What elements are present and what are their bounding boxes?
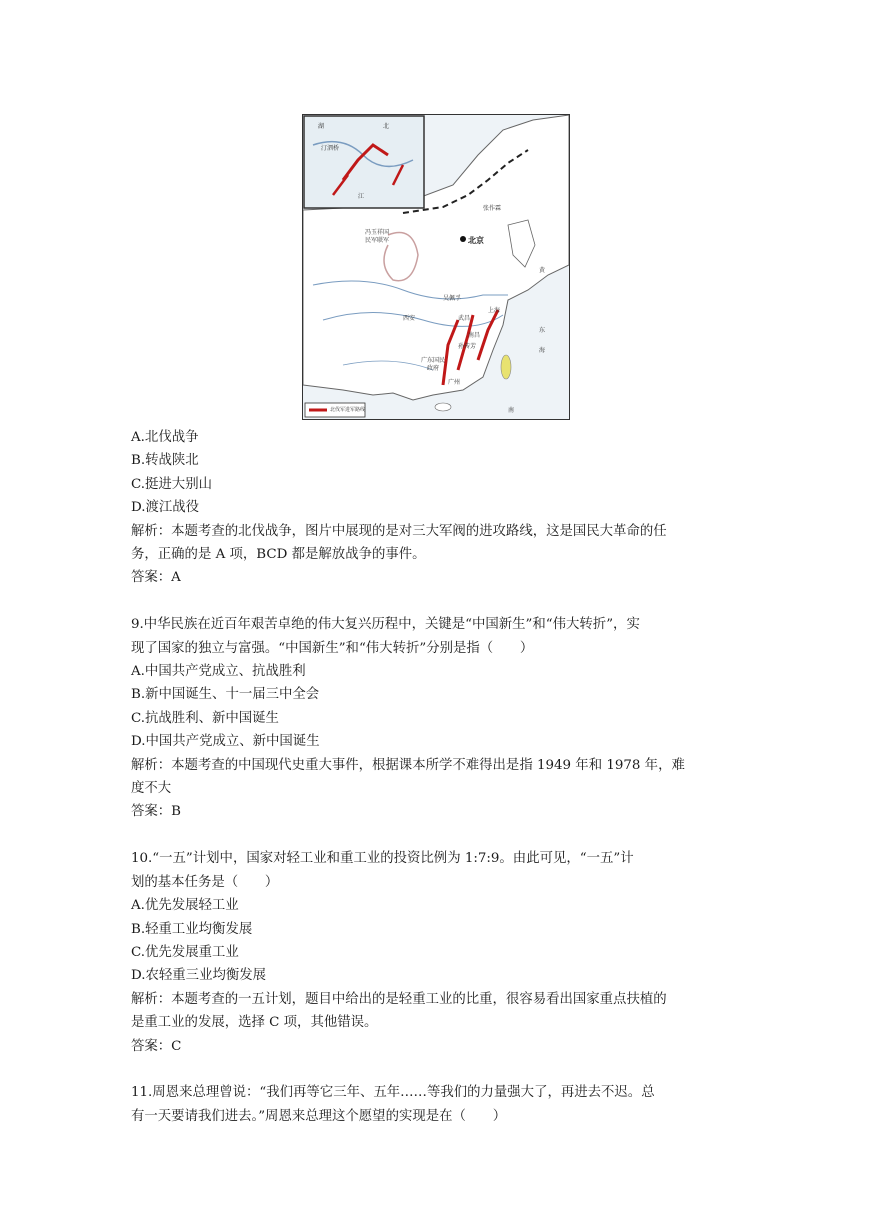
text-line: 是重工业的发展，选择 C 项，其他错误。 xyxy=(131,1015,378,1031)
question-text xyxy=(131,426,741,1128)
northern-expedition-map xyxy=(302,114,570,420)
text-line: B.转战陕北 xyxy=(131,453,199,469)
map-label-nanchang: 南昌 xyxy=(468,332,481,339)
spacer xyxy=(131,1058,741,1081)
spacer xyxy=(131,824,741,847)
text-line: B.新中国诞生、十一届三中全会 xyxy=(131,687,320,703)
text-line: A.中国共产党成立、抗战胜利 xyxy=(131,664,306,680)
map-label-wu-peifu: 吴佩孚 xyxy=(443,295,462,302)
text-line: B.轻重工业均衡发展 xyxy=(131,921,253,937)
text-line: C.优先发展重工业 xyxy=(131,944,239,960)
map-label-xian: 西安 xyxy=(403,315,416,322)
text-line: 答案：A xyxy=(131,570,181,586)
text-line: 有一天要请我们进去。”周恩来总理这个愿望的实现是在（ ） xyxy=(131,1108,507,1124)
map-label-feng-1: 冯玉祥国 xyxy=(365,229,390,236)
map-label-jiangxi: 江 xyxy=(358,193,365,200)
map-label-wuchang: 武昌 xyxy=(458,315,471,322)
text-line: D.中国共产党成立、新中国诞生 xyxy=(131,734,320,750)
text-line: 度不大 xyxy=(131,781,172,797)
text-line: 解析：本题考查的中国现代史重大事件，根据课本所学不难得出是指 1949 年和 1978 年，难 xyxy=(131,757,685,773)
text-line: 务，正确的是 A 项，BCD 都是解放战争的事件。 xyxy=(131,547,426,563)
text-line: 9.中华民族在近百年艰苦卓绝的伟大复兴历程中，关键是“中国新生”和“伟大转折”，实 xyxy=(131,617,640,633)
map-drawing xyxy=(303,115,569,419)
map-label-beijing: 北京 xyxy=(468,236,484,245)
map-label-sea-yellow: 黄 xyxy=(539,267,546,274)
text-line: 划的基本任务是（ ） xyxy=(131,874,279,890)
map-label-guangzhou: 广州 xyxy=(448,379,461,386)
map-label-tingsi: 汀泗桥 xyxy=(321,145,340,152)
text-line: A.优先发展轻工业 xyxy=(131,898,239,914)
map-label-guangdong-2: 政府 xyxy=(427,365,440,372)
map-label-hunan: 湖 xyxy=(318,123,325,130)
text-line: 现了国家的独立与富强。“中国新生”和“伟大转折”分别是指（ ） xyxy=(131,640,534,656)
text-line: 解析：本题考查的一五计划，题目中给出的是轻重工业的比重，很容易看出国家重点扶植的 xyxy=(131,991,667,1007)
map-label-sun-chuanfang: 孙传芳 xyxy=(458,343,477,350)
map-label-sea-east: 东 xyxy=(539,327,546,334)
map-label-sea-hai: 海 xyxy=(539,347,546,354)
map-label-zhang-zuolin: 张作霖 xyxy=(483,205,502,212)
text-line: 答案：B xyxy=(131,804,182,820)
text-line: A.北伐战争 xyxy=(131,430,199,445)
map-label-shanghai: 上海 xyxy=(488,307,501,314)
map-label-guangdong-1: 广东国民 xyxy=(421,357,446,364)
text-line: C.抗战胜利、新中国诞生 xyxy=(131,710,279,726)
map-label-feng-2: 民军联军 xyxy=(365,237,390,244)
text-line: 11.周恩来总理曾说：“我们再等它三年、五年……等我们的力量强大了，再进去不迟。总 xyxy=(131,1085,655,1101)
text-line: 答案：C xyxy=(131,1038,182,1054)
map-legend-label: 北伐军进军路线 xyxy=(330,407,366,413)
text-line: D.农轻重三业均衡发展 xyxy=(131,968,267,984)
spacer xyxy=(131,590,741,613)
map-label-sea-south: 南 xyxy=(508,407,515,414)
map-label-hubei: 北 xyxy=(383,123,390,130)
text-line: 解析：本题考查的北伐战争，图片中展现的是对三大军阀的进攻路线，这是国民大革命的任 xyxy=(131,523,667,539)
text-line: D.渡江战役 xyxy=(131,500,200,516)
text-line: 10.“一五”计划中，国家对轻工业和重工业的投资比例为 1:7:9。由此可见，“一五”计 xyxy=(131,851,634,867)
text-line: C.挺进大别山 xyxy=(131,476,212,492)
